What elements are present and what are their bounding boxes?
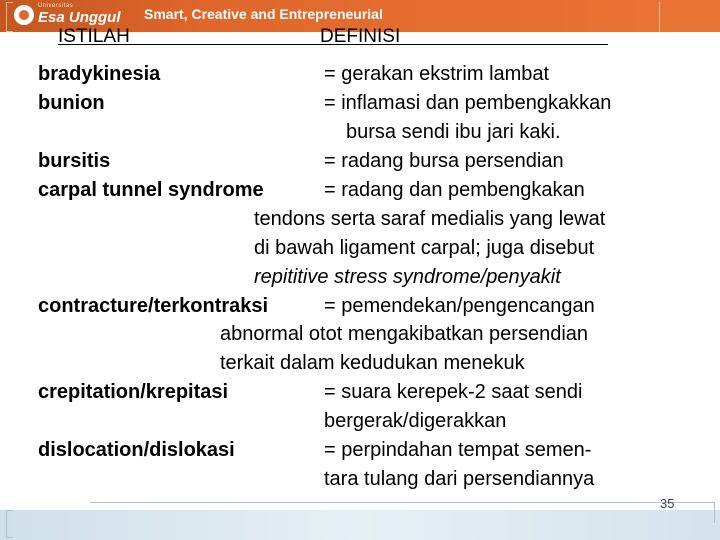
definition-line: = pemendekan/pengencangan (324, 295, 595, 317)
definition-line: abnormal otot mengakibatkan persendian (220, 323, 589, 345)
header-frame-right (659, 2, 660, 32)
column-heading-definition: DEFINISI (320, 26, 401, 47)
heading-underline (58, 44, 608, 45)
definition-line: di bawah ligament carpal; juga disebut (254, 237, 595, 259)
term-contracture: contracture/terkontraksi (38, 295, 269, 317)
logo-name: Esa Unggul (38, 9, 121, 26)
definition-line: = inflamasi dan pembengkakkan (324, 92, 612, 114)
footer-frame-left (6, 510, 13, 538)
definition-line-italic: repititive stress syndrome/penyakit (254, 266, 561, 288)
footer-rule (90, 502, 715, 523)
term-bradykinesia: bradykinesia (38, 63, 161, 85)
term-carpal-tunnel-syndrome: carpal tunnel syndrome (38, 179, 264, 201)
term-crepitation: crepitation/krepitasi (38, 381, 229, 403)
definition-line: = radang dan pembengkakan (324, 179, 585, 201)
definition-line: = suara kerepek-2 saat sendi (324, 381, 583, 403)
logo-small-text: Universitas (38, 3, 74, 9)
term-bursitis: bursitis (38, 150, 111, 172)
definition-line: tara tulang dari persendiannya (324, 468, 595, 490)
definition-line: tendons serta saraf medialis yang lewat (254, 208, 606, 230)
header-frame-left (6, 2, 13, 32)
page-number: 35 (660, 496, 675, 511)
definition-line: bergerak/digerakkan (324, 410, 507, 432)
column-heading-term: ISTILAH (58, 26, 130, 47)
tagline: Smart, Creative and Entrepreneurial (144, 6, 383, 22)
definition-line: = gerakan ekstrim lambat (324, 63, 550, 85)
university-logo-icon (14, 5, 34, 25)
definition-line: terkait dalam kedudukan menekuk (220, 352, 525, 374)
term-bunion: bunion (38, 92, 105, 114)
definition-line: = radang bursa persendian (324, 150, 564, 172)
term-dislocation: dislocation/dislokasi (38, 439, 235, 461)
definition-line: bursa sendi ibu jari kaki. (346, 121, 561, 143)
definition-line: = perpindahan tempat semen- (324, 439, 592, 461)
